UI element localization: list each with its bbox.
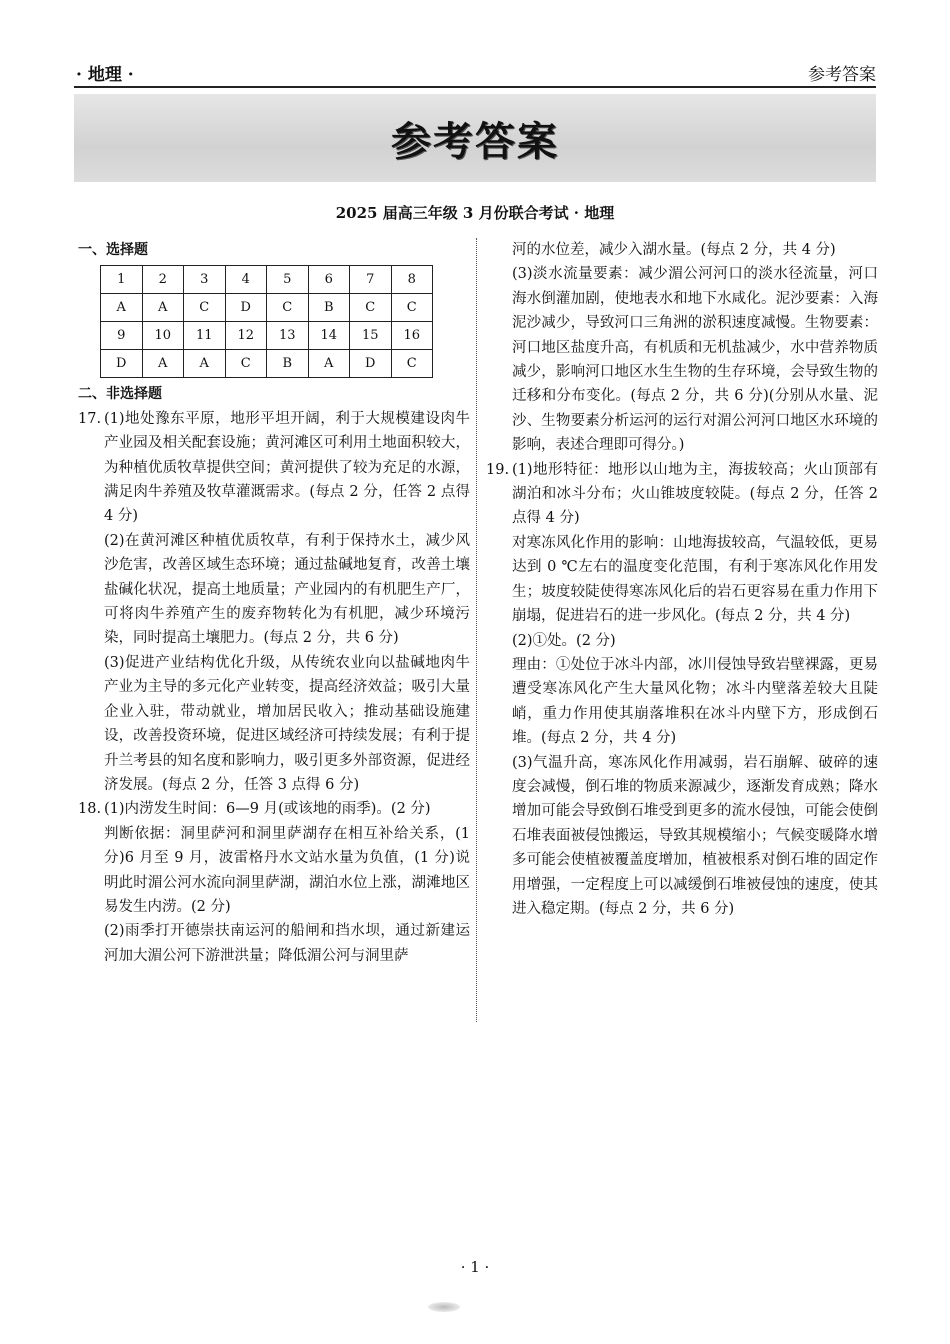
answer-table-row	[101, 350, 433, 378]
answer-table-row	[101, 266, 433, 294]
answer-table-cell: 9	[101, 322, 143, 350]
answer-table-cell: B	[267, 350, 309, 378]
answer-table-cell: 3	[184, 266, 226, 294]
answer-table-cell: 7	[350, 266, 392, 294]
question-18-continued	[486, 238, 878, 458]
answer-table-cell: 6	[308, 266, 350, 294]
question-17	[78, 407, 470, 798]
answer-table-cell: 12	[225, 322, 267, 350]
answer-paragraph: (3)促进产业结构优化升级，从传统农业向以盐碱地肉牛产业为主导的多元化产业转变，提高经济效益；吸引大量企业入驻，带动就业，增加居民收入；推动基础设施建设，改善投资环境，促进区域经济可持续发展；有利于提升兰考县的知名度和影响力，吸引更多外部资源，促进经济发展。(每点 2 分，任答 3 点得 6 分)	[104, 654, 470, 793]
answer-paragraph: 河的水位差，减少入湖水量。(每点 2 分，共 4 分)	[512, 242, 836, 258]
answer-table-cell: C	[225, 350, 267, 378]
answer-table-cell: C	[391, 294, 433, 322]
answer-paragraph: (3)淡水流量要素：减少湄公河河口的淡水径流量，河口海水倒灌加剧，使地表水和地下水咸化。泥沙要素：入海泥沙减少，导致河口三角洲的淤积速度减慢。生物要素：河口地区盐度升高，有机质和无机盐减少，水中营养物质减少，影响河口地区水生生物的生存环境，会导致生物的迁移和分布变化。(每点 2 分，共 6 分)(分别从水量、泥沙、生物要素分析运河的运行对湄公河河口地区水环境的影响，表述合理即可得分。)	[512, 266, 878, 454]
answer-table-cell: 14	[308, 322, 350, 350]
answer-table-cell: A	[184, 350, 226, 378]
answer-table-cell: D	[101, 350, 143, 378]
answer-paragraph: (2)在黄河滩区种植优质牧草，有利于保持水土，减少风沙危害，改善区域生态环境；通过盐碱地复育，改善土壤盐碱化状况，提高土地质量；产业园内的有机肥生产厂，可将肉牛养殖产生的废弃物转化为有机肥，减少环境污染，同时提高土壤肥力。(每点 2 分，共 6 分)	[104, 532, 470, 647]
exam-subtitle: 2025 届高三年级 3 月份联合考试 · 地理	[335, 204, 615, 222]
right-column	[486, 238, 878, 921]
answer-table-cell: A	[101, 294, 143, 322]
answer-table-cell: C	[184, 294, 226, 322]
section-title-choice: 一、选择题	[78, 242, 148, 258]
answer-paragraph: (1)内涝发生时间：6—9 月(或该地的雨季)。(2 分)	[104, 801, 431, 818]
header-doc-type: 参考答案	[808, 65, 876, 85]
answer-paragraph: (2)①处。(2 分)	[512, 632, 616, 649]
answer-table	[100, 265, 433, 378]
answer-table-cell: 10	[142, 322, 184, 350]
answer-table-cell: A	[142, 350, 184, 378]
answer-table-row	[101, 294, 433, 322]
answer-table-cell: C	[267, 294, 309, 322]
answer-table-row	[101, 322, 433, 350]
answer-table-cell: D	[350, 350, 392, 378]
title-banner	[74, 94, 876, 182]
answer-table-cell: 16	[391, 322, 433, 350]
answer-table-cell: 4	[225, 266, 267, 294]
answer-paragraph: 对寒冻风化作用的影响：山地海拔较高，气温较低，更易达到 0 ℃左右的温度变化范围，有利于寒冻风化作用发生；坡度较陡使得寒冻风化后的岩石更容易在重力作用下崩塌，促进岩石的进一步风化。(每点 2 分，共 4 分)	[512, 534, 878, 625]
answer-table-cell: 1	[101, 266, 143, 294]
answer-paragraph: (2)雨季打开德崇扶南运河的船闸和挡水坝，通过新建运河加大湄公河下游泄洪量；降低湄公河与洞里萨	[104, 923, 470, 964]
answer-table-cell: D	[225, 294, 267, 322]
answer-paragraph: 理由：①处位于冰斗内部，冰川侵蚀导致岩壁裸露，更易遭受寒冻风化产生大量风化物；冰斗内壁落差较大且陡峭，重力作用使其崩落堆积在冰斗内壁下方，形成倒石堆。(每点 2 分，共 4 分)	[512, 656, 878, 747]
answer-table-cell: 8	[391, 266, 433, 294]
answer-table-cell: 13	[267, 322, 309, 350]
question-number: 19.	[486, 461, 510, 478]
answer-table-cell: 11	[184, 322, 226, 350]
answer-paragraph: (3)气温升高，寒冻风化作用减弱，岩石崩解、破碎的速度会减慢，倒石堆的物质来源减少，逐渐发育成熟；降水增加可能会导致倒石堆受到更多的流水侵蚀，可能会使倒石堆表面被侵蚀搬运，导致其规模缩小；气候变暖降水增多可能会使植被覆盖度增加，植被根系对倒石堆的固定作用增强，一定程度上可以减缓倒石堆被侵蚀的速度，使其进入稳定期。(每点 2 分，共 6 分)	[512, 754, 878, 917]
page-number: · 1 ·	[460, 1258, 490, 1276]
answer-table-cell: B	[308, 294, 350, 322]
answer-table-cell: C	[350, 294, 392, 322]
question-number: 17.	[78, 410, 102, 427]
header-subject: · 地理 ·	[76, 65, 134, 85]
answer-paragraph: (1)地形特征：地形以山地为主，海拔较高；火山顶部有湖泊和冰斗分布；火山锥坡度较陡。(每点 2 分，任答 2 点得 4 分)	[512, 461, 878, 527]
answer-table-cell: C	[391, 350, 433, 378]
answer-table-cell: 5	[267, 266, 309, 294]
answer-paragraph: 判断依据：洞里萨河和洞里萨湖存在相互补给关系，(1 分)6 月至 9 月，波雷格丹水文站水量为负值，(1 分)说明此时湄公河水流向洞里萨湖，湖泊水位上涨，湖滩地区易发生内涝。(2 分)	[104, 825, 470, 915]
column-divider	[476, 238, 477, 1022]
answer-table-cell: A	[142, 294, 184, 322]
answer-table-cell: 2	[142, 266, 184, 294]
banner-title: 参考答案	[391, 118, 559, 165]
left-column	[78, 238, 470, 968]
section-title-nonchoice: 二、非选择题	[78, 386, 162, 403]
scan-smudge	[428, 1302, 460, 1312]
question-18	[78, 797, 470, 968]
question-number: 18.	[78, 801, 102, 818]
header-rule	[74, 86, 876, 88]
answer-table-cell: A	[308, 350, 350, 378]
question-19	[486, 458, 878, 922]
answer-table-cell: 15	[350, 322, 392, 350]
answer-paragraph: (1)地处豫东平原，地形平坦开阔，利于大规模建设肉牛产业园及相关配套设施；黄河滩区可利用土地面积较大，为种植优质牧草提供空间；黄河提供了较为充足的水源，满足肉牛养殖及牧草灌溉需求。(每点 2 分，任答 2 点得 4 分)	[104, 410, 470, 525]
